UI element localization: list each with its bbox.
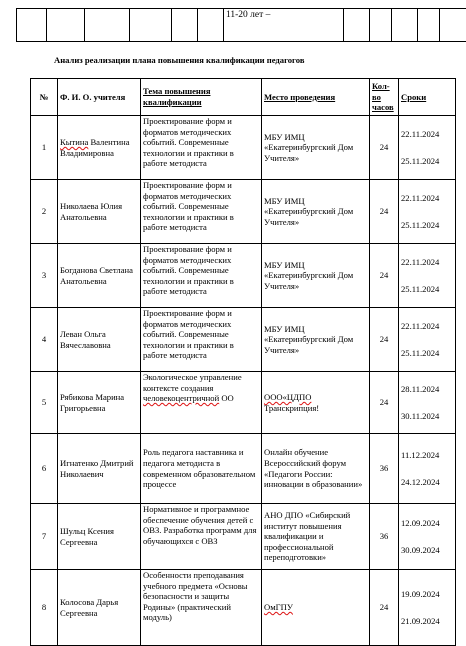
fragment-cell [172, 9, 198, 42]
training-topic: Роль педагога наставника и педагога методиста в современном образовательном процессе [141, 434, 262, 504]
date-start: 22.11.2024 [401, 128, 453, 140]
table-row [31, 434, 456, 504]
header-place-label: Место проведения [264, 92, 335, 102]
training-topic: Нормативное и программное обеспечение обучения детей с ОВЗ. Разработка программ для обучающихся с ОВЗ [141, 504, 262, 570]
header-dates [399, 79, 456, 116]
training-place-rest: Транскрипция! [264, 403, 319, 413]
fragment-cell [418, 9, 440, 42]
training-place: Онлайн обучение Всероссийский форум «Педагоги России: инновации в образовании» [262, 434, 370, 504]
training-hours: 24 [370, 308, 399, 372]
training-place-flagged: ООО«ЦДПО [264, 392, 311, 402]
training-topic: Особенности преподавания учебного предмета «Основы безопасности и защиты Родины» (практический модуль) [141, 570, 262, 646]
training-topic-tail: ОО [219, 393, 234, 403]
table-row [31, 570, 456, 646]
teacher-name: Николаева Юлия Анатольевна [58, 180, 141, 244]
training-topic: Проектирование форм и форматов методических событий. Современные технологии и практики в работе методиста [141, 180, 262, 244]
header-place [262, 79, 370, 116]
table-row [31, 504, 456, 570]
row-num: 4 [31, 308, 58, 372]
training-place: АНО ДПО «Сибирский институт повышения квалификации и профессиональной переподготовки» [262, 504, 370, 570]
teacher-name: Колосова Дарья Сергеевна [58, 570, 141, 646]
header-dates-label: Сроки [401, 92, 426, 102]
training-place [262, 372, 370, 434]
training-hours: 36 [370, 504, 399, 570]
training-dates [399, 180, 456, 244]
teacher-surname-flagged: Кытина [60, 137, 88, 147]
fragment-cell [198, 9, 224, 42]
table-row [31, 180, 456, 244]
training-dates [399, 308, 456, 372]
fragment-cell [47, 9, 85, 42]
training-dates [399, 372, 456, 434]
training-topic-text: Экологическое управление контексте создания [143, 372, 242, 393]
row-num: 7 [31, 504, 58, 570]
training-place-flagged: ОмГПУ [264, 602, 293, 612]
teacher-name: Богданова Светлана Анатольевна [58, 244, 141, 308]
header-hours-label: Кол-во часов [372, 81, 394, 112]
training-dates [399, 434, 456, 504]
fragment-text-cell: 11-20 лет – [224, 9, 344, 42]
fragment-cell [17, 9, 47, 42]
header-topic-label: Тема повышения квалификации [143, 86, 210, 107]
date-start: 19.09.2024 [401, 588, 453, 600]
training-hours: 24 [370, 244, 399, 308]
date-start: 22.11.2024 [401, 192, 453, 204]
training-dates [399, 504, 456, 570]
row-num: 5 [31, 372, 58, 434]
row-num: 8 [31, 570, 58, 646]
training-plan-table [30, 78, 456, 646]
training-hours: 24 [370, 116, 399, 180]
teacher-name [58, 116, 141, 180]
training-dates [399, 570, 456, 646]
training-hours: 24 [370, 180, 399, 244]
row-num: 2 [31, 180, 58, 244]
teacher-name: Рябикова Марина Григорьевна [58, 372, 141, 434]
date-start: 22.11.2024 [401, 256, 453, 268]
training-topic: Проектирование форм и форматов методических событий. Современные технологии и практики в работе методиста [141, 244, 262, 308]
training-hours: 24 [370, 570, 399, 646]
teacher-name: Игнатенко Дмитрий Николаевич [58, 434, 141, 504]
date-start: 28.11.2024 [401, 383, 453, 395]
teacher-name-rest: Валентина Владимировна [60, 137, 130, 158]
fragment-cell [130, 9, 172, 42]
training-place: МБУ ИМЦ «Екатеринбургский Дом Учителя» [262, 116, 370, 180]
date-end: 25.11.2024 [401, 347, 453, 359]
training-topic-flagged: человекоцентричной [143, 393, 219, 403]
table-row [31, 116, 456, 180]
training-place: МБУ ИМЦ «Екатеринбургский Дом Учителя» [262, 308, 370, 372]
previous-table-fragment [16, 8, 466, 42]
training-place [262, 570, 370, 646]
training-place: МБУ ИМЦ «Екатеринбургский Дом Учителя» [262, 180, 370, 244]
table-row [31, 244, 456, 308]
date-end: 25.11.2024 [401, 155, 453, 167]
date-end: 30.11.2024 [401, 410, 453, 422]
training-topic: Проектирование форм и форматов методических событий. Современные технологии и практики в работе методиста [141, 308, 262, 372]
date-start: 22.11.2024 [401, 320, 453, 332]
date-end: 24.12.2024 [401, 476, 453, 488]
fragment-cell [85, 9, 130, 42]
training-dates [399, 244, 456, 308]
fragment-cell [440, 9, 466, 42]
date-end: 30.09.2024 [401, 544, 453, 556]
teacher-name: Шульц Ксения Сергеевна [58, 504, 141, 570]
fragment-cell [370, 9, 392, 42]
date-end: 25.11.2024 [401, 219, 453, 231]
row-num: 1 [31, 116, 58, 180]
row-num: 6 [31, 434, 58, 504]
header-name: Ф. И. О. учителя [58, 79, 141, 116]
table-header-row [31, 79, 456, 116]
header-num: № [31, 79, 58, 116]
header-hours [370, 79, 399, 116]
training-hours: 36 [370, 434, 399, 504]
training-topic: Проектирование форм и форматов методических событий. Современные технологии и практики в работе методиста [141, 116, 262, 180]
table-row [31, 308, 456, 372]
row-num: 3 [31, 244, 58, 308]
fragment-cell [344, 9, 370, 42]
teacher-name: Леван Ольга Вячеславовна [58, 308, 141, 372]
training-topic [141, 372, 262, 434]
fragment-cell [392, 9, 418, 42]
date-start: 11.12.2024 [401, 449, 453, 461]
header-topic [141, 79, 262, 116]
table-row [31, 372, 456, 434]
date-end: 25.11.2024 [401, 283, 453, 295]
training-hours: 24 [370, 372, 399, 434]
date-start: 12.09.2024 [401, 517, 453, 529]
training-dates [399, 116, 456, 180]
section-heading: Анализ реализации плана повышения квалификации педагогов [54, 55, 454, 65]
training-place: МБУ ИМЦ «Екатеринбургский Дом Учителя» [262, 244, 370, 308]
date-end: 21.09.2024 [401, 615, 453, 627]
